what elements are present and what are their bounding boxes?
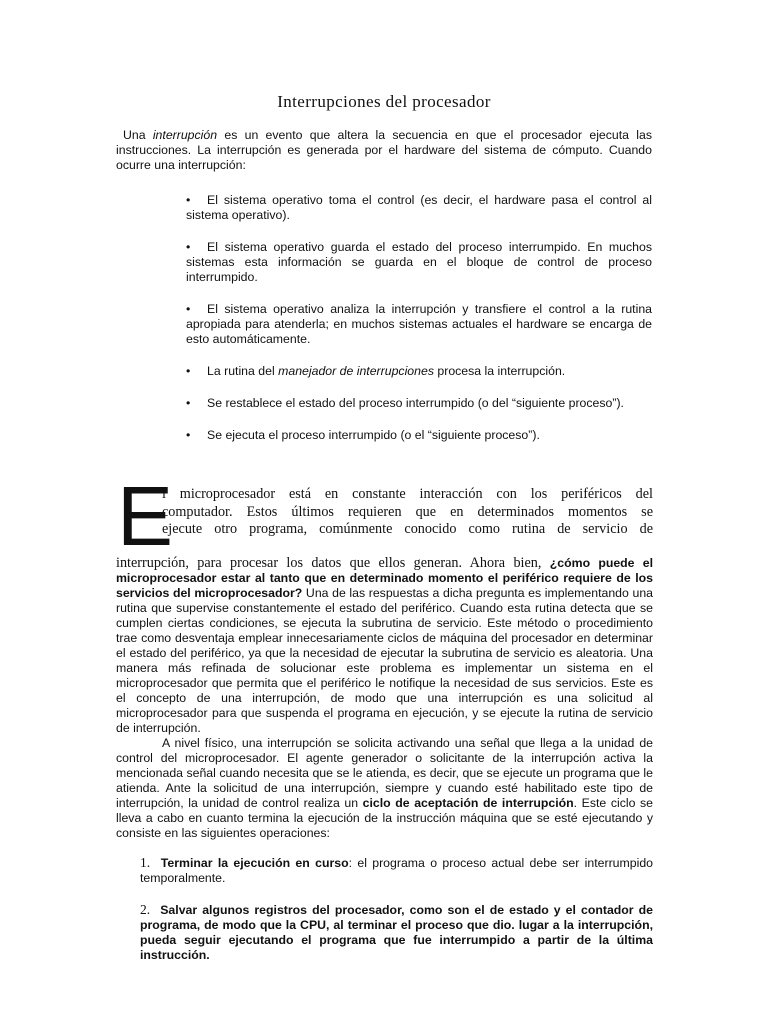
opening-line: l microprocesador está en constante interacción con los periféricos del [162,486,653,502]
opening-line: computador. Estos últimos requieren que en determinados momentos se [162,503,653,520]
list-item: • El sistema operativo toma el control (es decir, el hardware pasa el control al sistema operativo). [186,193,652,222]
bullet-icon: • [186,193,191,207]
intro-paragraph [116,128,652,173]
bullet-icon: • [186,396,191,410]
bold-term: ciclo de aceptación de interrupción [362,796,574,810]
intro-rest: es un evento que altera la secuencia en que el procesador ejecuta las instrucciones. La interrupción es generada por el hardware del sistema de cómputo. Cuando ocurre una interrupción: [116,128,652,172]
step-number: 1. [140,855,151,870]
step-item [140,855,653,886]
paragraph1-body [116,556,653,736]
bullet-icon: • [186,428,191,442]
list-item: • El sistema operativo guarda el estado del proceso interrumpido. En muchos sistemas esta información se guarda en el bloque de control de proceso interrumpido. [186,240,652,284]
drop-cap: E [117,469,174,563]
step-number: 2. [140,902,151,917]
bullet-icon: • [186,240,191,254]
intro-lead: Una [123,128,153,142]
list-item: • Se ejecuta el proceso interrumpido (o el “siguiente proceso”). [186,428,540,442]
emphasis-text: manejador de interrupciones [278,364,434,378]
bullet-icon: • [186,364,191,378]
bold-question: ¿cómo puede el microprocesador estar al tanto que en determinado momento el periférico requiere de los servicios del microprocesador? [116,556,654,600]
paragraph1-rest: Una de las respuestas a dicha pregunta es implementando una rutina que supervise constantemente el estado del periférico. Cuando esta rutina detecta que se cumplen ciertas condiciones, se ejecuta la subrutina de servicio. Este método o procedimiento trae como desventaja emplear innecesariamente ciclos de máquina del procesador en determinar el estado del periférico, ya que la necesidad de ejecutar la subrutina de servicio es aleatoria. Una manera más refinada de solucionar este problema es implementar un sistema en el microprocesador que permita que el periférico le notifique la necesidad de sus servicios. Este es el concepto de una interrupción, de modo que una interrupción es una solicitud al microprocesador para que suspenda el programa en ejecución, y se ejecute la rutina de servicio de interrupción. [116,586,653,735]
opening-tail: interrupción, para procesar los datos que ellos generan. Ahora bien, [116,555,550,571]
intro-term: interrupción [152,128,218,142]
list-item: • El sistema operativo analiza la interrupción y transfiere el control a la rutina apropiada para atenderla; en muchos sistemas actuales el hardware se encarga de esto automáticamente. [186,302,652,346]
bullet-icon: • [186,302,191,316]
list-item: • La rutina del manejador de interrupciones procesa la interrupción. [186,364,566,378]
step-item [140,902,653,963]
page-title: Interrupciones del procesador [277,92,491,111]
opening-line: ejecute otro programa, comúnmente conocido como rutina de servicio de [162,521,653,537]
step-title: Terminar la ejecución en curso [160,856,349,870]
list-item: • Se restablece el estado del proceso interrumpido (o del “siguiente proceso”). [186,396,624,410]
bullet-list [186,193,652,460]
paragraph2: A nivel físico, una interrupción se solicita activando una señal que llega a la unidad de control del microprocesador. El agente generador o solicitante de la interrupción activa la mencionada señal cuando necesita que se le atienda, es decir, que se ejecute un programa que le atienda. Ante la solicitud de una interrupción, siempre y cuando esté habilitado este tipo de interrupción, la unidad de control realiza un ciclo de aceptación de interrupción. Este ciclo se lleva a cabo en cuanto termina la ejecución de la instrucción máquina que se esté ejecutando y consiste en las siguientes operaciones: [116,736,653,840]
step-text: : el programa o proceso actual debe ser interrumpido temporalmente. [140,856,653,885]
step-title: Salvar algunos registros del procesador, como son el de estado y el contador de programa, de modo que la CPU, al terminar el proceso que dio. lugar a la interrupción, pueda seguir ejecutando el programa que fue interrumpido a partir de la última instrucción. [140,903,653,962]
steps-list [140,855,653,979]
paragraph1-opening [116,486,653,539]
